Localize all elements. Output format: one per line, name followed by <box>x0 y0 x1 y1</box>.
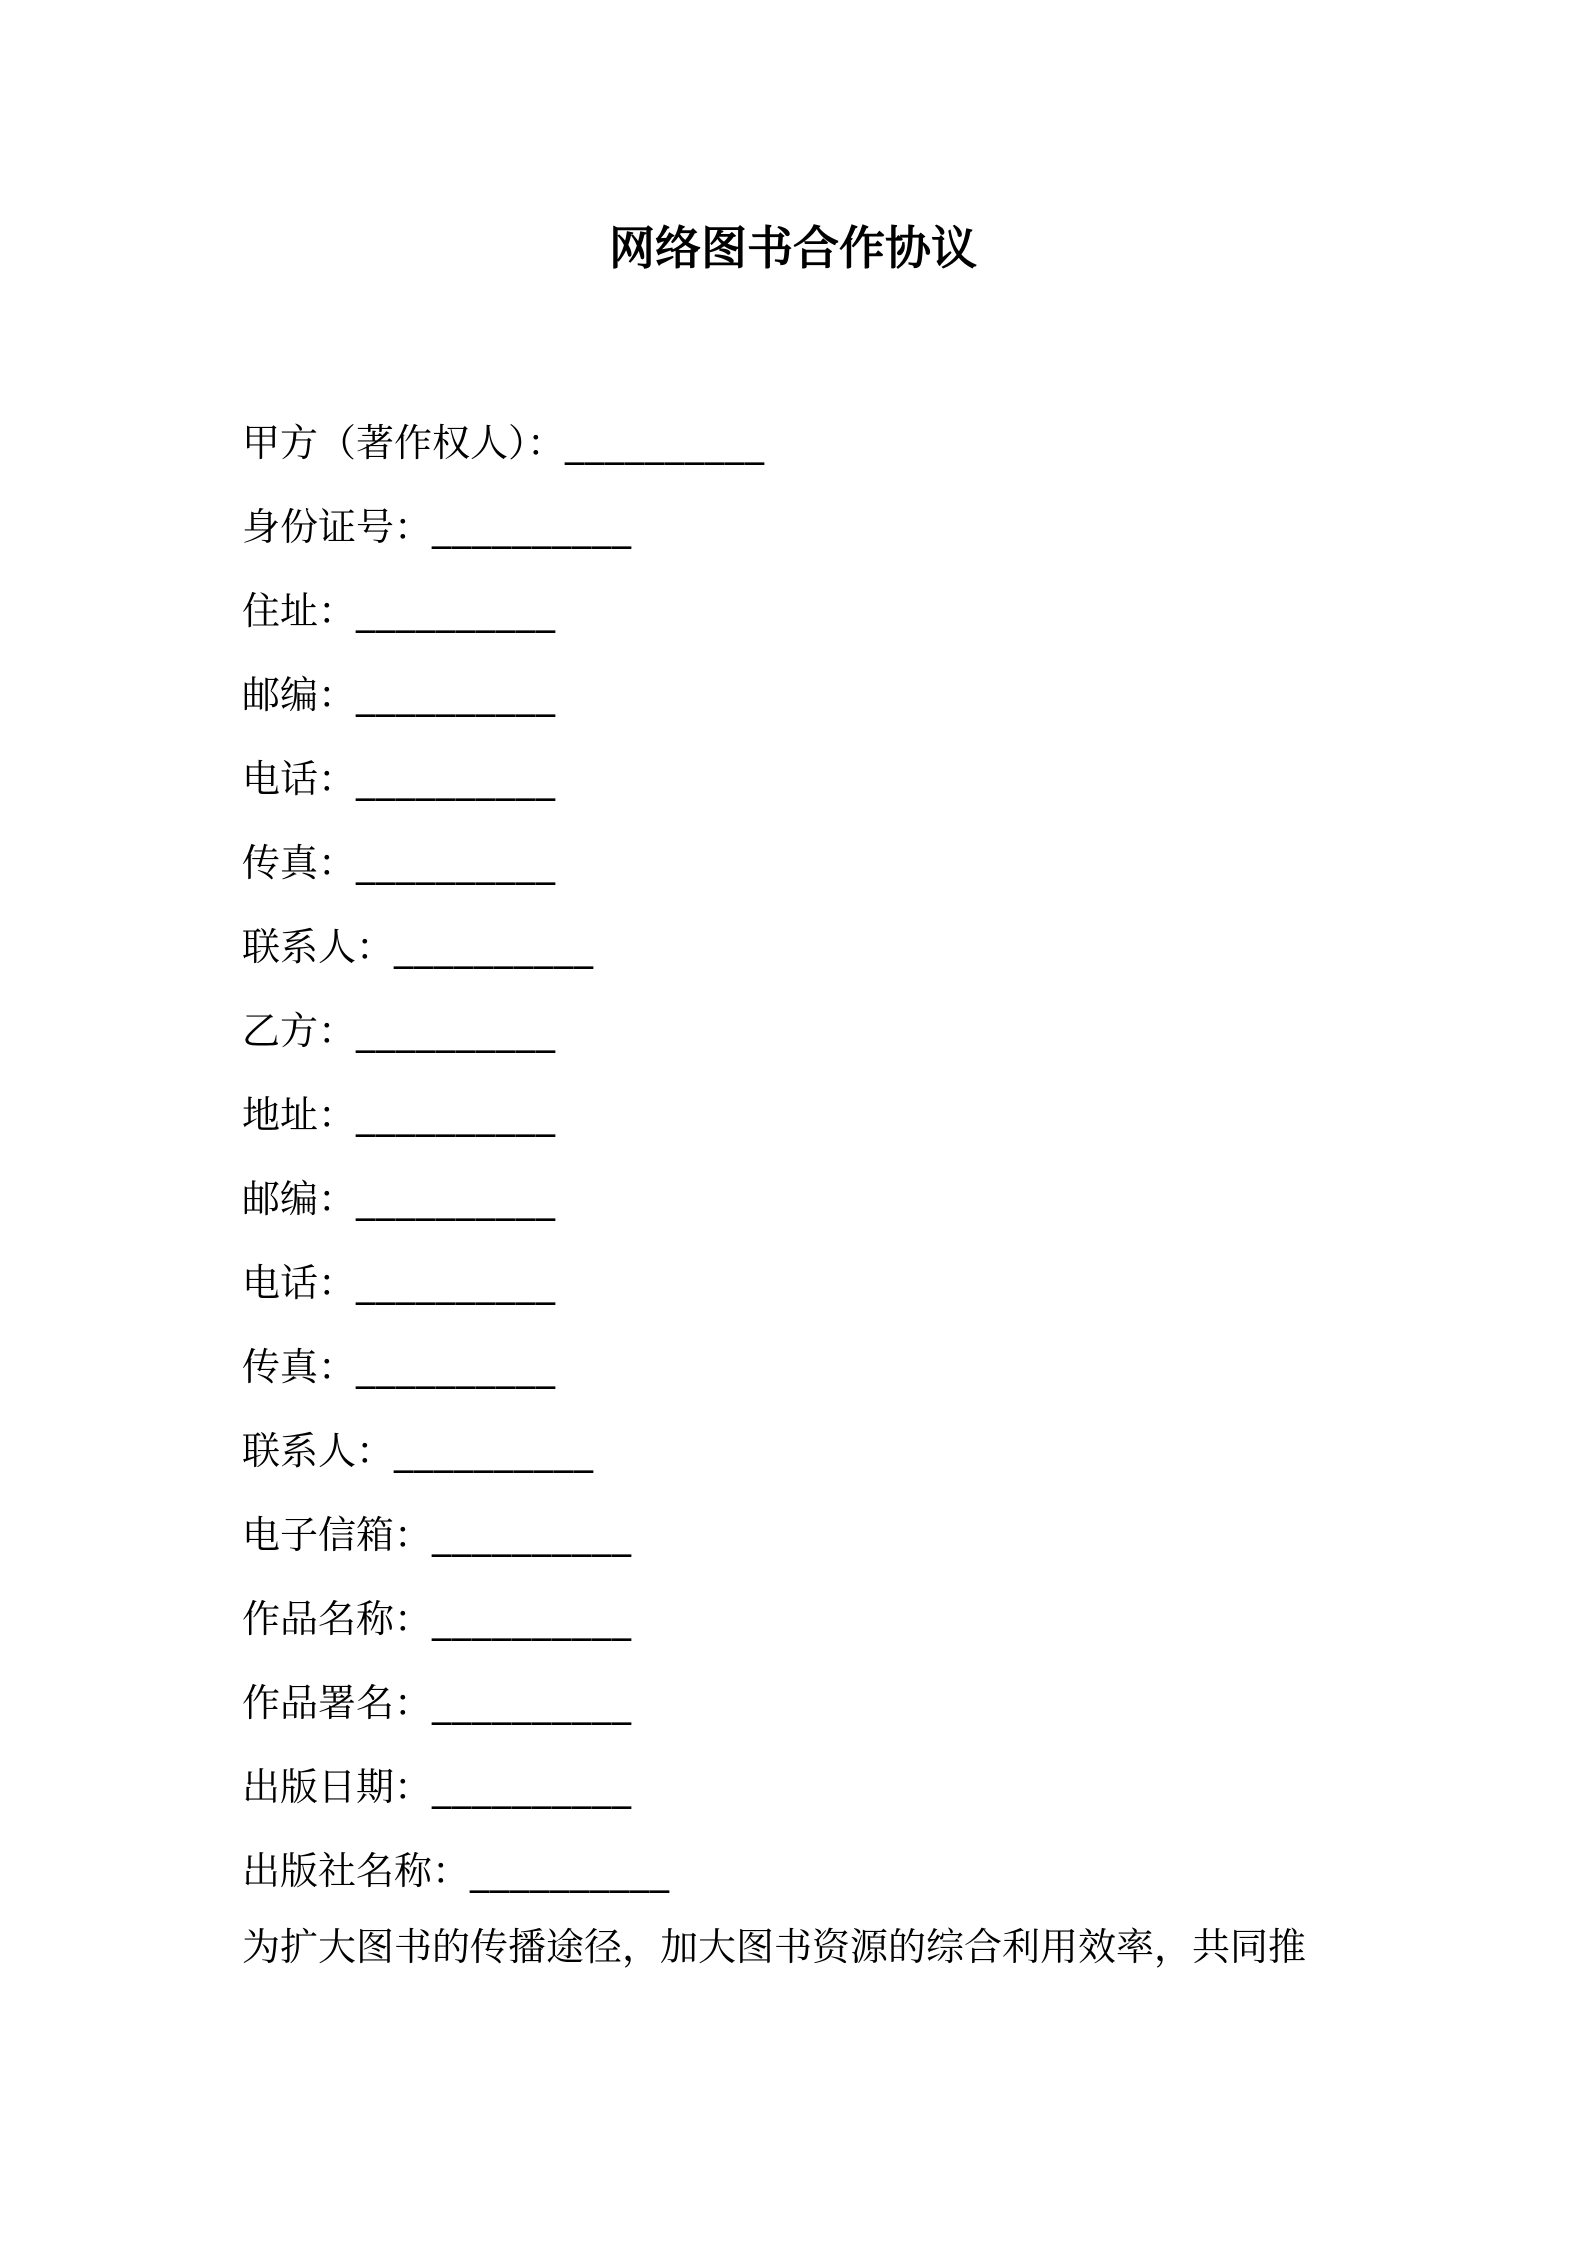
field-label: 住址： <box>242 589 357 633</box>
field-label: 邮编： <box>242 673 357 717</box>
field-label: 乙方： <box>242 1009 357 1053</box>
fill-in-blank: __________ <box>356 1093 557 1137</box>
field-work-title <box>242 1577 765 1661</box>
fill-in-blank: __________ <box>394 925 595 969</box>
document-title: 网络图书合作协议 <box>609 221 977 275</box>
field-label: 电子信箱： <box>242 1513 433 1557</box>
field-label: 作品署名： <box>242 1681 433 1725</box>
fill-in-blank: __________ <box>356 841 557 885</box>
fill-in-blank: __________ <box>356 673 557 717</box>
fill-in-blank: __________ <box>432 1597 633 1641</box>
field-label: 电话： <box>242 757 357 801</box>
fill-in-blank: __________ <box>432 1513 633 1557</box>
field-label: 电话： <box>242 1261 357 1305</box>
field-party-a-postcode <box>242 653 765 737</box>
field-party-b-postcode <box>242 1157 765 1241</box>
fill-in-blank: __________ <box>432 1681 633 1725</box>
field-party-b-address <box>242 1073 765 1157</box>
field-party-a-fax <box>242 821 765 905</box>
fill-in-blank: __________ <box>432 505 633 549</box>
fill-in-blank: __________ <box>356 1261 557 1305</box>
field-label: 联系人： <box>242 925 395 969</box>
fill-in-blank: __________ <box>565 421 766 465</box>
field-email <box>242 1493 765 1577</box>
field-party-b-contact <box>242 1409 765 1493</box>
field-party-b <box>242 989 765 1073</box>
field-label: 身份证号： <box>242 505 433 549</box>
field-label: 联系人： <box>242 1429 395 1473</box>
field-label: 传真： <box>242 1345 357 1389</box>
party-info-list <box>242 401 765 1913</box>
field-party-b-phone <box>242 1241 765 1325</box>
field-label: 作品名称： <box>242 1597 433 1641</box>
fill-in-blank: __________ <box>356 1345 557 1389</box>
field-label: 出版社名称： <box>242 1849 471 1893</box>
field-label: 地址： <box>242 1093 357 1137</box>
field-work-byline <box>242 1661 765 1745</box>
field-label: 邮编： <box>242 1177 357 1221</box>
field-party-a-contact <box>242 905 765 989</box>
fill-in-blank: __________ <box>394 1429 595 1473</box>
field-publication-date <box>242 1745 765 1829</box>
field-party-a <box>242 401 765 485</box>
fill-in-blank: __________ <box>356 757 557 801</box>
field-party-b-fax <box>242 1325 765 1409</box>
fill-in-blank: __________ <box>356 1177 557 1221</box>
field-label: 甲方（著作权人）： <box>242 421 566 465</box>
field-label: 传真： <box>242 841 357 885</box>
field-id-number <box>242 485 765 569</box>
field-party-a-address <box>242 569 765 653</box>
field-publisher-name <box>242 1829 765 1913</box>
fill-in-blank: __________ <box>432 1765 633 1809</box>
fill-in-blank: __________ <box>356 589 557 633</box>
field-label: 出版日期： <box>242 1765 433 1809</box>
fill-in-blank: __________ <box>470 1849 671 1893</box>
body-paragraph: 为扩大图书的传播途径，加大图书资源的综合利用效率，共同推 <box>242 1925 1307 1969</box>
fill-in-blank: __________ <box>356 1009 557 1053</box>
field-party-a-phone <box>242 737 765 821</box>
